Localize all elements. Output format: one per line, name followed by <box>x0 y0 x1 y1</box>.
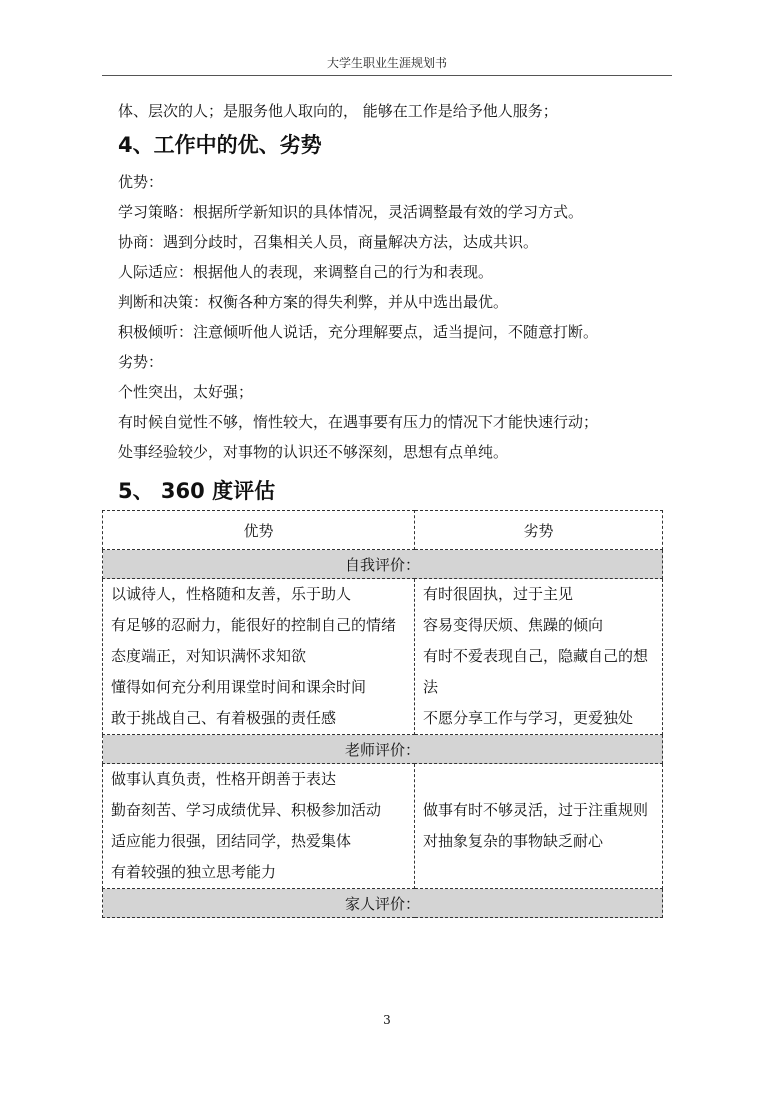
teacher-evaluation-label: 老师评价： <box>103 735 663 764</box>
list-item: 有时不爱表现自己，隐藏自己的想 <box>423 647 649 665</box>
section-4-heading: 4、工作中的优、劣势 <box>118 133 322 157</box>
list-item: 有时很固执，过于主见 <box>423 585 574 603</box>
section-4-line: 判断和决策：权衡各种方案的得失利弊，并从中选出最优。 <box>118 293 509 311</box>
list-item: 法 <box>423 678 439 696</box>
header-rule <box>102 75 672 76</box>
section-5-heading: 5、 360 度评估 <box>118 479 276 503</box>
list-item: 态度端正，对知识满怀求知欲 <box>111 647 307 665</box>
section-4-line: 人际适应：根据他人的表现，来调整自己的行为和表现。 <box>118 263 494 281</box>
list-item: 容易变得厌烦、焦躁的倾向 <box>423 616 604 634</box>
section-row-teacher <box>103 735 663 764</box>
section-4-line: 优势： <box>118 173 164 191</box>
list-item: 对抽象复杂的事物缺乏耐心 <box>423 832 604 850</box>
column-header-strengths: 优势 <box>103 511 415 550</box>
page-number: 3 <box>383 1013 391 1027</box>
list-item: 做事认真负责，性格开朗善于表达 <box>111 770 337 788</box>
evaluation-table <box>102 510 663 918</box>
section-4-line: 处事经验较少，对事物的认识还不够深刻，思想有点单纯。 <box>118 443 509 461</box>
family-evaluation-label: 家人评价： <box>103 889 663 918</box>
section-4-line: 个性突出，太好强； <box>118 383 254 401</box>
table-row <box>103 764 663 889</box>
section-row-self <box>103 550 663 579</box>
list-item: 适应能力很强，团结同学，热爱集体 <box>111 832 352 850</box>
intro-line: 体、层次的人；是服务他人取向的， 能够在工作是给予他人服务； <box>118 102 558 120</box>
self-evaluation-label: 自我评价： <box>103 550 663 579</box>
self-weaknesses-cell <box>415 579 663 735</box>
teacher-strengths-cell <box>103 764 415 889</box>
section-4-line: 学习策略：根据所学新知识的具体情况，灵活调整最有效的学习方式。 <box>118 203 584 221</box>
list-item: 有足够的忍耐力，能很好的控制自己的情绪 <box>111 616 397 634</box>
column-header-weaknesses: 劣势 <box>415 511 663 550</box>
section-4-line: 劣势： <box>118 353 164 371</box>
self-strengths-cell <box>103 579 415 735</box>
section-row-family <box>103 889 663 918</box>
list-item: 懂得如何充分利用课堂时间和课余时间 <box>111 678 367 696</box>
teacher-weaknesses-cell <box>415 764 663 889</box>
section-4-line: 协商：遇到分歧时，召集相关人员，商量解决方法，达成共识。 <box>118 233 539 251</box>
list-item: 敢于挑战自己、有着极强的责任感 <box>111 709 337 727</box>
section-4-line: 有时候自觉性不够，惰性较大，在遇事要有压力的情况下才能快速行动； <box>118 413 599 431</box>
table-row <box>103 579 663 735</box>
list-item: 勤奋刻苦、学习成绩优异、积极参加活动 <box>111 801 382 819</box>
list-item: 以诚待人，性格随和友善，乐于助人 <box>111 585 352 603</box>
list-item: 不愿分享工作与学习，更爱独处 <box>423 709 634 727</box>
list-item: 有着较强的独立思考能力 <box>111 863 277 881</box>
running-header: 大学生职业生涯规划书 <box>326 56 447 70</box>
section-4-line: 积极倾听：注意倾听他人说话，充分理解要点，适当提问，不随意打断。 <box>118 323 599 341</box>
list-item: 做事有时不够灵活，过于注重规则 <box>423 801 649 819</box>
table-header-row <box>103 511 663 550</box>
